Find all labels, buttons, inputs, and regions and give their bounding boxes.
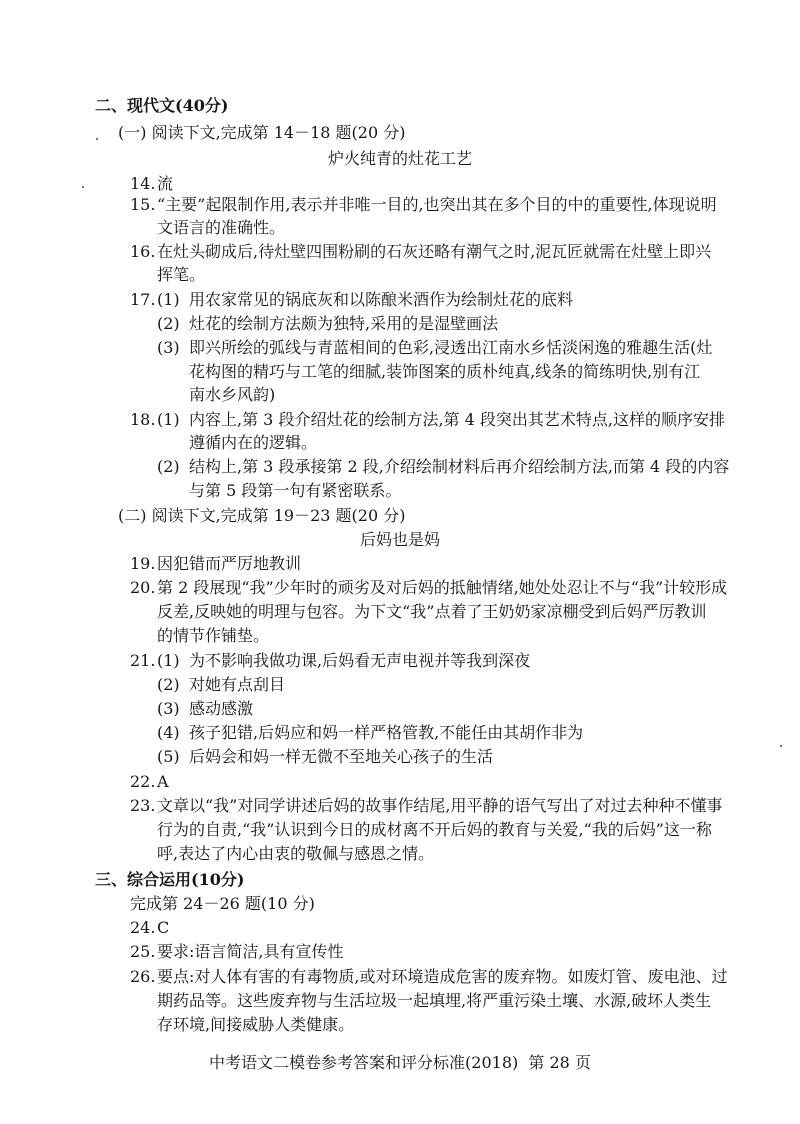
page-footer: 中考语文二模卷参考答案和评分标准(2018) 第 28 页 <box>209 1053 591 1072</box>
q17-item-text: 用农家常见的锅底灰和以陈酿米酒作为绘制灶花的底料 <box>189 290 574 309</box>
q18-item-text: 结构上,第 3 段承接第 2 段,介绍绘制材料后再介绍绘制方法,而第 4 段的内容 <box>189 457 730 476</box>
q16-number: 16. <box>130 242 156 261</box>
q17-item-text: 花构图的精巧与工笔的细腻,装饰图案的质朴纯真,线条的简练明快,别有江 <box>189 362 701 381</box>
part3-instruction: 完成第 24－26 题(10 分) <box>130 894 315 913</box>
scan-speck <box>96 138 98 140</box>
q15-number: 15. <box>130 195 156 214</box>
q21-item-text: 为不影响我做功课,后妈看无声电视并等我到深夜 <box>189 651 531 670</box>
q25-answer: 要求:语言简洁,具有宣传性 <box>157 942 344 961</box>
part2-instruction: (二) 阅读下文,完成第 19－23 题(20 分) <box>118 506 406 525</box>
q17-item-label: (3) <box>157 338 180 357</box>
q21-item-label: (3) <box>157 699 180 718</box>
q15-answer-line: “主要”起限制作用,表示并非唯一目的,也突出其在多个目的中的重要性,体现说明 <box>157 195 717 214</box>
q18-item-text: 内容上,第 3 段介绍灶花的绘制方法,第 4 段突出其艺术特点,这样的顺序安排 <box>189 410 725 429</box>
q15-answer-line: 文语言的准确性。 <box>157 218 286 237</box>
q23-answer-line: 行为的自责,“我”认识到今日的成材离不开后妈的教育与关爱,“我的后妈”这一称 <box>157 820 712 839</box>
q16-answer-line: 挥笔。 <box>157 265 206 284</box>
q20-answer-line: 反差,反映她的明理与包容。为下文“我”点着了王奶奶家凉棚受到后妈严厉教训 <box>157 602 707 621</box>
q19-number: 19. <box>130 554 156 573</box>
q22-answer: A <box>157 772 169 791</box>
q19-answer: 因犯错而严厉地教训 <box>157 554 302 573</box>
q17-item-label: (1) <box>157 290 180 309</box>
q25-number: 25. <box>130 942 156 961</box>
q21-item-label: (5) <box>157 747 180 766</box>
q18-item-label: (1) <box>157 410 180 429</box>
q14-number: 14. <box>130 174 156 193</box>
scan-speck <box>780 745 782 747</box>
q17-item-label: (2) <box>157 314 180 333</box>
q17-item-text: 灶花的绘制方法颇为独特,采用的是湿壁画法 <box>189 314 499 333</box>
q21-item-text: 后妈会和妈一样无微不至地关心孩子的生活 <box>189 747 494 766</box>
q23-answer-line: 呼,表达了内心由衷的敬佩与感恩之情。 <box>157 844 435 863</box>
q21-item-label: (4) <box>157 723 180 742</box>
scan-speck <box>82 186 84 188</box>
section-heading-integrated: 三、综合运用(10分) <box>95 870 245 889</box>
q21-item-text: 对她有点刮目 <box>189 675 286 694</box>
q17-item-text: 即兴所绘的弧线与青蓝相间的色彩,浸透出江南水乡恬淡闲逸的雅趣生活(灶 <box>189 338 713 357</box>
q17-item-text: 南水乡风韵) <box>189 385 276 404</box>
q14-answer: 流 <box>157 174 174 193</box>
q18-item-label: (2) <box>157 457 180 476</box>
part1-instruction: (一) 阅读下文,完成第 14－18 题(20 分) <box>118 123 406 142</box>
q24-number: 24. <box>130 918 156 937</box>
q20-answer-line: 第 2 段展现“我”少年时的顽劣及对后妈的抵触情绪,她处处忍让不与“我”计较形成 <box>157 578 728 597</box>
q24-answer: C <box>157 918 170 937</box>
q22-number: 22. <box>130 772 156 791</box>
q26-answer-line: 期药品等。这些废弃物与生活垃圾一起填埋,将严重污染土壤、水源,破坏人类生 <box>157 991 712 1010</box>
q21-number: 21. <box>130 651 156 670</box>
q16-answer-line: 在灶头砌成后,待灶壁四围粉刷的石灰还略有潮气之时,泥瓦匠就需在灶壁上即兴 <box>157 242 712 261</box>
q18-item-text: 与第 5 段第一句有紧密联系。 <box>189 481 402 500</box>
q21-item-text: 感动感激 <box>189 699 254 718</box>
q18-number: 18. <box>130 410 156 429</box>
q20-answer-line: 的情节作铺垫。 <box>157 626 270 645</box>
q23-answer-line: 文章以“我”对同学讲述后妈的故事作结尾,用平静的语气写出了对过去种种不懂事 <box>157 796 723 815</box>
q21-item-label: (2) <box>157 675 180 694</box>
q21-item-label: (1) <box>157 651 180 670</box>
q18-item-text: 遵循内在的逻辑。 <box>189 433 318 452</box>
part2-article-title: 后妈也是妈 <box>359 530 440 549</box>
q26-number: 26. <box>130 967 156 986</box>
q17-number: 17. <box>130 290 156 309</box>
q21-item-text: 孩子犯错,后妈应和妈一样严格管教,不能任由其胡作非为 <box>189 723 584 742</box>
part1-article-title: 炉火纯青的灶花工艺 <box>327 149 472 168</box>
section-heading-modern-text: 二、现代文(40分) <box>95 96 229 115</box>
q26-answer-line: 存环境,间接威胁人类健康。 <box>157 1015 355 1034</box>
q23-number: 23. <box>130 796 156 815</box>
q26-answer-line: 要点:对人体有害的有毒物质,或对环境造成危害的废弃物。如废灯管、废电池、过 <box>157 967 728 986</box>
q20-number: 20. <box>130 578 156 597</box>
